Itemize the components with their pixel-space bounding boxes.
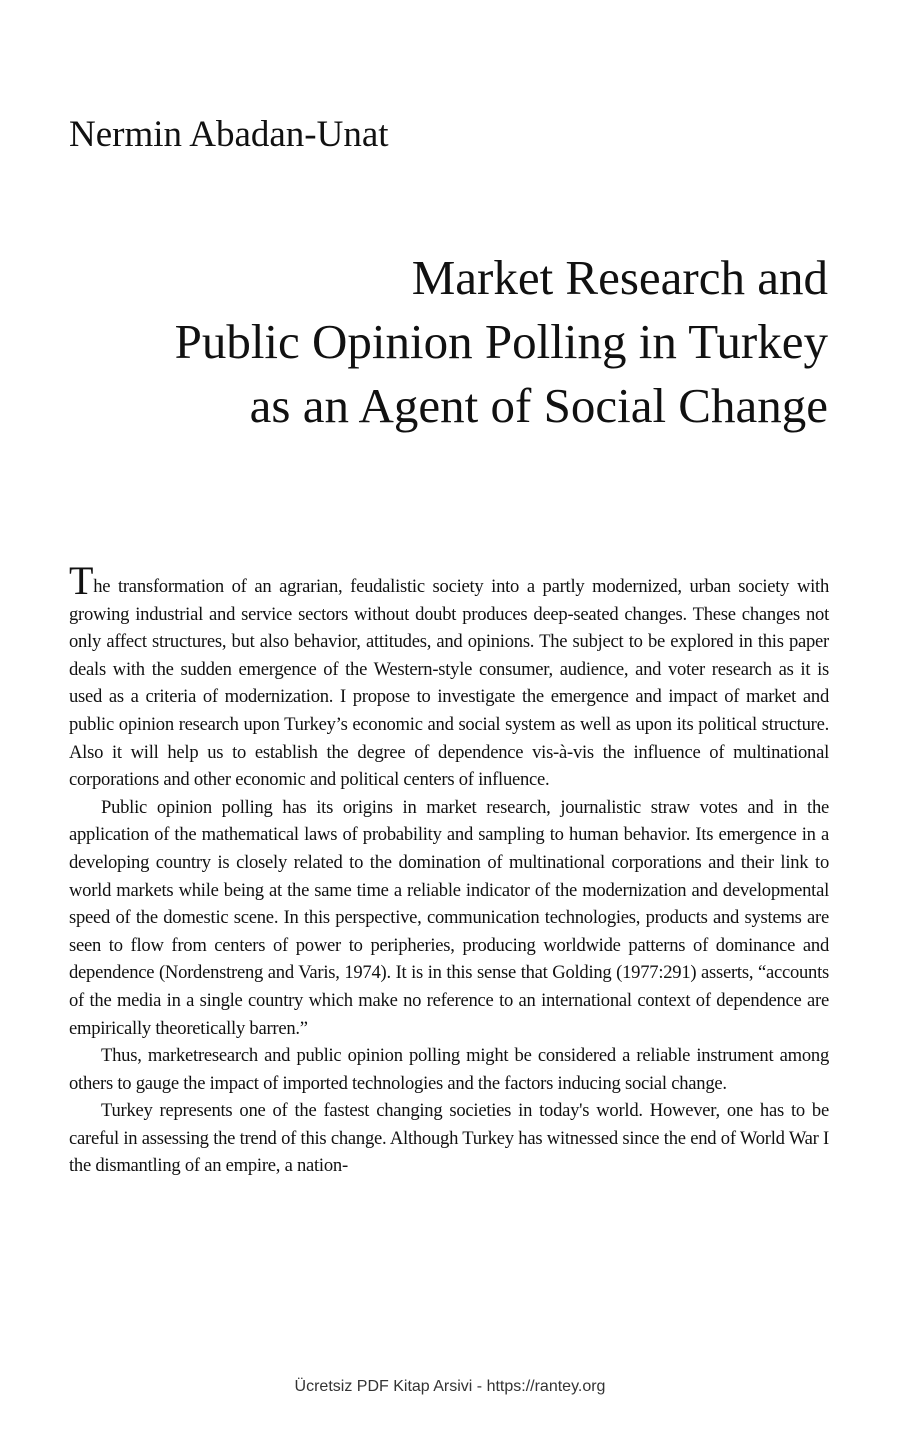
title-line: Market Research and — [411, 250, 828, 305]
paragraph — [69, 558, 829, 794]
paragraph-text: he transformation of an agrarian, feudalistic society into a partly modernized, urban society with growing industrial and service sectors without doubt produces deep-seated changes. These changes not only affect structures, but also behavior, attitudes, and opinions. The subject to be explored in this paper deals with the sudden emergence of the Western-style consumer, audience, and voter research as it is used as a criteria of modernization. I propose to investigate the emergence and impact of market and public opinion research upon Turkey’s economic and social system as well as upon its political structure. Also it will help us to establish the degree of dependence vis-à-vis the influence of multinational corporations and other economic and political centers of influence. — [69, 576, 829, 791]
title-line: Public Opinion Polling in Turkey — [174, 314, 828, 369]
article-title — [48, 246, 828, 438]
paragraph: Turkey represents one of the fastest changing societies in today's world. However, one has to be careful in assessing the trend of this change. Although Turkey has witnessed since the end of World War I the dismantling of an empire, a nation- — [69, 1100, 829, 1177]
drop-cap: T — [69, 558, 94, 603]
paragraph: Public opinion polling has its origins in market research, journalistic straw votes and in the application of the mathematical laws of probability and sampling to human behavior. Its emergence in a developing country is closely related to the domination of multinational corporations and their link to world markets while being at the same time a reliable indicator of the modernization and developmental speed of the domestic scene. In this perspective, communication technologies, products and systems are seen to flow from centers of power to peripheries, producing worldwide patterns of dominance and dependence (Nordenstreng and Varis, 1974). It is in this sense that Golding (1977:291) asserts, “accounts of the media in a single country which make no reference to an international context of dependence are empirically theoretically barren.” — [69, 796, 829, 1039]
article-body — [69, 558, 829, 1180]
author-name: Nermin Abadan-Unat — [69, 114, 389, 155]
title-line: as an Agent of Social Change — [249, 378, 828, 433]
paragraph: Thus, marketresearch and public opinion polling might be considered a reliable instrument among others to gauge the impact of imported technologies and the factors inducing social change. — [69, 1045, 829, 1094]
footer-watermark: Ücretsiz PDF Kitap Arsivi - https://rantey.org — [294, 1378, 606, 1395]
